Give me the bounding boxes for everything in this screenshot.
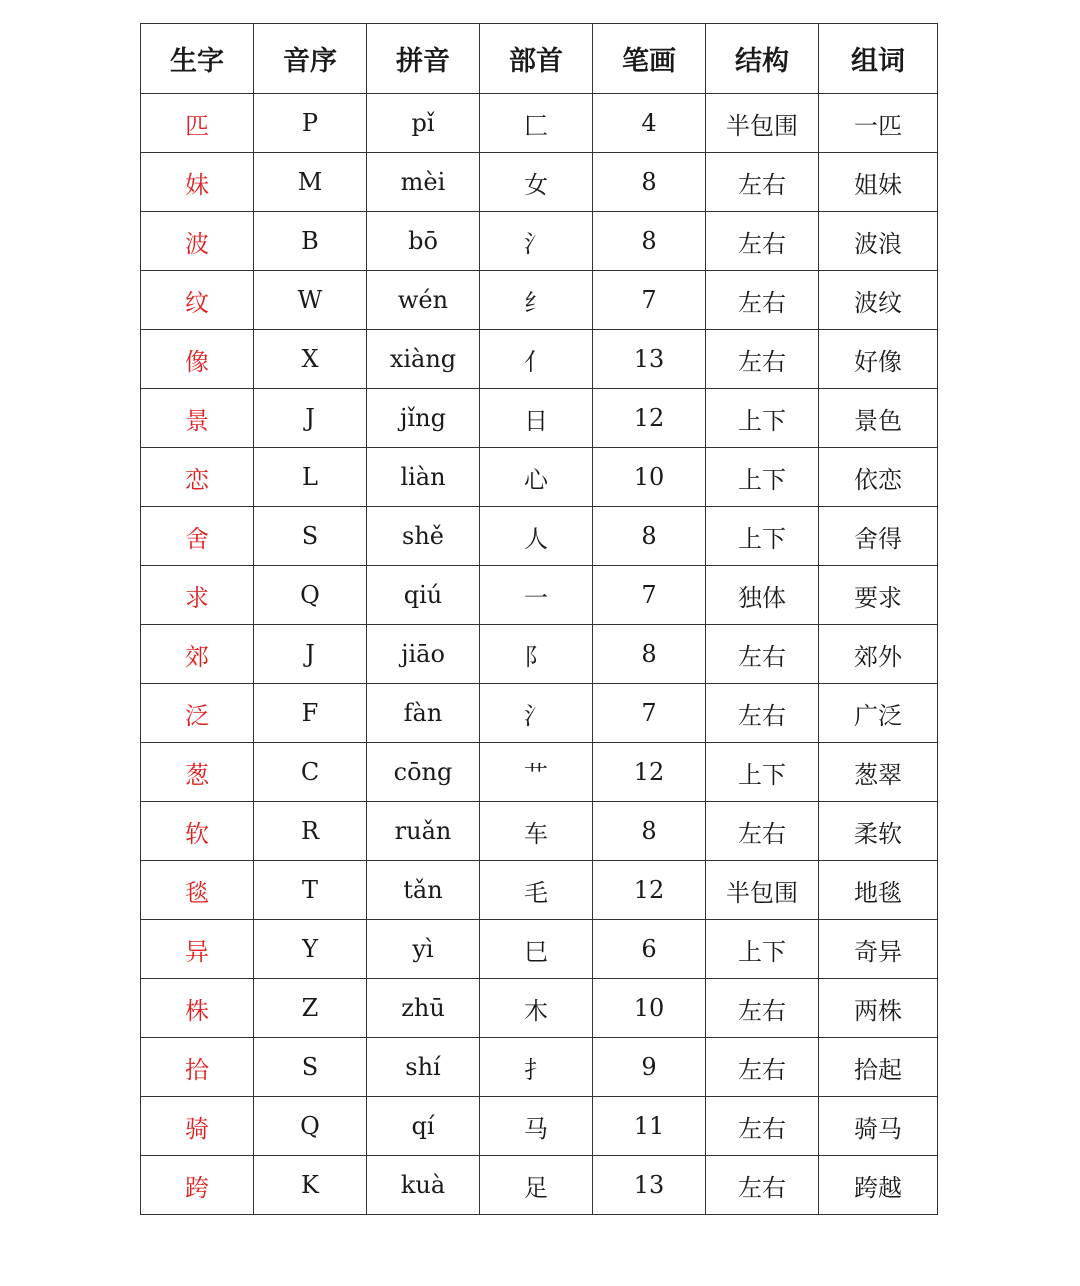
- structure-cell: 左右: [706, 625, 819, 684]
- table-row: [141, 920, 938, 979]
- table-row: [141, 566, 938, 625]
- initial-cell: Y: [254, 920, 367, 979]
- pinyin-cell: shí: [367, 1038, 480, 1097]
- word-cell: 要求: [819, 566, 938, 625]
- structure-cell: 上下: [706, 507, 819, 566]
- structure-cell: 左右: [706, 684, 819, 743]
- structure-cell: 左右: [706, 802, 819, 861]
- table-row: [141, 1156, 938, 1215]
- initial-cell: M: [254, 153, 367, 212]
- character-cell: 妹: [141, 153, 254, 212]
- strokes-cell: 7: [593, 684, 706, 743]
- pinyin-cell: liàn: [367, 448, 480, 507]
- initial-cell: R: [254, 802, 367, 861]
- word-cell: 拾起: [819, 1038, 938, 1097]
- structure-cell: 左右: [706, 153, 819, 212]
- word-cell: 姐妹: [819, 153, 938, 212]
- strokes-cell: 7: [593, 566, 706, 625]
- radical-cell: 日: [480, 389, 593, 448]
- pinyin-cell: jiāo: [367, 625, 480, 684]
- character-cell: 波: [141, 212, 254, 271]
- radical-cell: 氵: [480, 212, 593, 271]
- character-cell: 像: [141, 330, 254, 389]
- initial-cell: J: [254, 389, 367, 448]
- character-table-sheet: [140, 23, 937, 1215]
- word-cell: 依恋: [819, 448, 938, 507]
- initial-cell: Q: [254, 566, 367, 625]
- pinyin-cell: mèi: [367, 153, 480, 212]
- word-cell: 地毯: [819, 861, 938, 920]
- structure-cell: 上下: [706, 448, 819, 507]
- strokes-cell: 8: [593, 507, 706, 566]
- radical-cell: 匚: [480, 94, 593, 153]
- radical-cell: 木: [480, 979, 593, 1038]
- character-cell: 异: [141, 920, 254, 979]
- character-cell: 纹: [141, 271, 254, 330]
- word-cell: 波纹: [819, 271, 938, 330]
- radical-cell: 一: [480, 566, 593, 625]
- character-cell: 景: [141, 389, 254, 448]
- structure-cell: 上下: [706, 743, 819, 802]
- character-cell: 骑: [141, 1097, 254, 1156]
- word-cell: 舍得: [819, 507, 938, 566]
- table-row: [141, 1097, 938, 1156]
- structure-cell: 半包围: [706, 94, 819, 153]
- pinyin-cell: tǎn: [367, 861, 480, 920]
- radical-cell: 亻: [480, 330, 593, 389]
- strokes-cell: 7: [593, 271, 706, 330]
- initial-cell: S: [254, 1038, 367, 1097]
- word-cell: 跨越: [819, 1156, 938, 1215]
- pinyin-cell: fàn: [367, 684, 480, 743]
- radical-cell: 艹: [480, 743, 593, 802]
- character-cell: 求: [141, 566, 254, 625]
- header-words: 组词: [819, 24, 938, 94]
- structure-cell: 左右: [706, 1156, 819, 1215]
- structure-cell: 左右: [706, 212, 819, 271]
- strokes-cell: 12: [593, 861, 706, 920]
- radical-cell: 人: [480, 507, 593, 566]
- strokes-cell: 9: [593, 1038, 706, 1097]
- character-cell: 毯: [141, 861, 254, 920]
- character-cell: 株: [141, 979, 254, 1038]
- table-row: [141, 861, 938, 920]
- pinyin-cell: shě: [367, 507, 480, 566]
- word-cell: 两株: [819, 979, 938, 1038]
- strokes-cell: 4: [593, 94, 706, 153]
- radical-cell: 足: [480, 1156, 593, 1215]
- initial-cell: Z: [254, 979, 367, 1038]
- word-cell: 奇异: [819, 920, 938, 979]
- table-row: [141, 448, 938, 507]
- word-cell: 骑马: [819, 1097, 938, 1156]
- header-initial: 音序: [254, 24, 367, 94]
- radical-cell: 心: [480, 448, 593, 507]
- character-cell: 葱: [141, 743, 254, 802]
- pinyin-cell: qiú: [367, 566, 480, 625]
- pinyin-cell: xiàng: [367, 330, 480, 389]
- table-body: [141, 94, 938, 1215]
- header-structure: 结构: [706, 24, 819, 94]
- table-row: [141, 625, 938, 684]
- word-cell: 柔软: [819, 802, 938, 861]
- character-cell: 泛: [141, 684, 254, 743]
- header-pinyin: 拼音: [367, 24, 480, 94]
- initial-cell: S: [254, 507, 367, 566]
- pinyin-cell: yì: [367, 920, 480, 979]
- radical-cell: 氵: [480, 684, 593, 743]
- structure-cell: 左右: [706, 979, 819, 1038]
- radical-cell: 纟: [480, 271, 593, 330]
- table-row: [141, 271, 938, 330]
- initial-cell: J: [254, 625, 367, 684]
- initial-cell: P: [254, 94, 367, 153]
- table-row: [141, 153, 938, 212]
- table-row: [141, 1038, 938, 1097]
- radical-cell: 扌: [480, 1038, 593, 1097]
- word-cell: 一匹: [819, 94, 938, 153]
- strokes-cell: 12: [593, 743, 706, 802]
- character-cell: 匹: [141, 94, 254, 153]
- character-cell: 软: [141, 802, 254, 861]
- pinyin-cell: ruǎn: [367, 802, 480, 861]
- pinyin-cell: kuà: [367, 1156, 480, 1215]
- structure-cell: 半包围: [706, 861, 819, 920]
- pinyin-cell: zhū: [367, 979, 480, 1038]
- word-cell: 葱翠: [819, 743, 938, 802]
- pinyin-cell: jǐng: [367, 389, 480, 448]
- table-row: [141, 212, 938, 271]
- strokes-cell: 11: [593, 1097, 706, 1156]
- character-cell: 跨: [141, 1156, 254, 1215]
- strokes-cell: 8: [593, 212, 706, 271]
- structure-cell: 左右: [706, 1097, 819, 1156]
- header-radical: 部首: [480, 24, 593, 94]
- structure-cell: 独体: [706, 566, 819, 625]
- pinyin-cell: qí: [367, 1097, 480, 1156]
- table-row: [141, 979, 938, 1038]
- word-cell: 景色: [819, 389, 938, 448]
- initial-cell: F: [254, 684, 367, 743]
- pinyin-cell: cōng: [367, 743, 480, 802]
- initial-cell: Q: [254, 1097, 367, 1156]
- initial-cell: T: [254, 861, 367, 920]
- table-row: [141, 684, 938, 743]
- strokes-cell: 8: [593, 625, 706, 684]
- table-row: [141, 507, 938, 566]
- structure-cell: 上下: [706, 389, 819, 448]
- word-cell: 郊外: [819, 625, 938, 684]
- header-strokes: 笔画: [593, 24, 706, 94]
- radical-cell: 巳: [480, 920, 593, 979]
- strokes-cell: 13: [593, 330, 706, 389]
- character-cell: 舍: [141, 507, 254, 566]
- radical-cell: 车: [480, 802, 593, 861]
- structure-cell: 左右: [706, 1038, 819, 1097]
- word-cell: 波浪: [819, 212, 938, 271]
- initial-cell: B: [254, 212, 367, 271]
- strokes-cell: 13: [593, 1156, 706, 1215]
- strokes-cell: 8: [593, 802, 706, 861]
- table-row: [141, 802, 938, 861]
- structure-cell: 左右: [706, 271, 819, 330]
- strokes-cell: 10: [593, 979, 706, 1038]
- header-row: [141, 24, 938, 94]
- initial-cell: W: [254, 271, 367, 330]
- initial-cell: C: [254, 743, 367, 802]
- radical-cell: 阝: [480, 625, 593, 684]
- pinyin-cell: bō: [367, 212, 480, 271]
- header-character: 生字: [141, 24, 254, 94]
- initial-cell: K: [254, 1156, 367, 1215]
- initial-cell: X: [254, 330, 367, 389]
- pinyin-cell: pǐ: [367, 94, 480, 153]
- table-row: [141, 94, 938, 153]
- radical-cell: 马: [480, 1097, 593, 1156]
- character-cell: 恋: [141, 448, 254, 507]
- table-row: [141, 330, 938, 389]
- pinyin-cell: wén: [367, 271, 480, 330]
- table-row: [141, 389, 938, 448]
- structure-cell: 左右: [706, 330, 819, 389]
- table-row: [141, 743, 938, 802]
- strokes-cell: 12: [593, 389, 706, 448]
- word-cell: 好像: [819, 330, 938, 389]
- word-cell: 广泛: [819, 684, 938, 743]
- radical-cell: 女: [480, 153, 593, 212]
- strokes-cell: 6: [593, 920, 706, 979]
- structure-cell: 上下: [706, 920, 819, 979]
- character-cell: 拾: [141, 1038, 254, 1097]
- strokes-cell: 10: [593, 448, 706, 507]
- character-cell: 郊: [141, 625, 254, 684]
- initial-cell: L: [254, 448, 367, 507]
- character-table: [140, 23, 938, 1215]
- radical-cell: 毛: [480, 861, 593, 920]
- strokes-cell: 8: [593, 153, 706, 212]
